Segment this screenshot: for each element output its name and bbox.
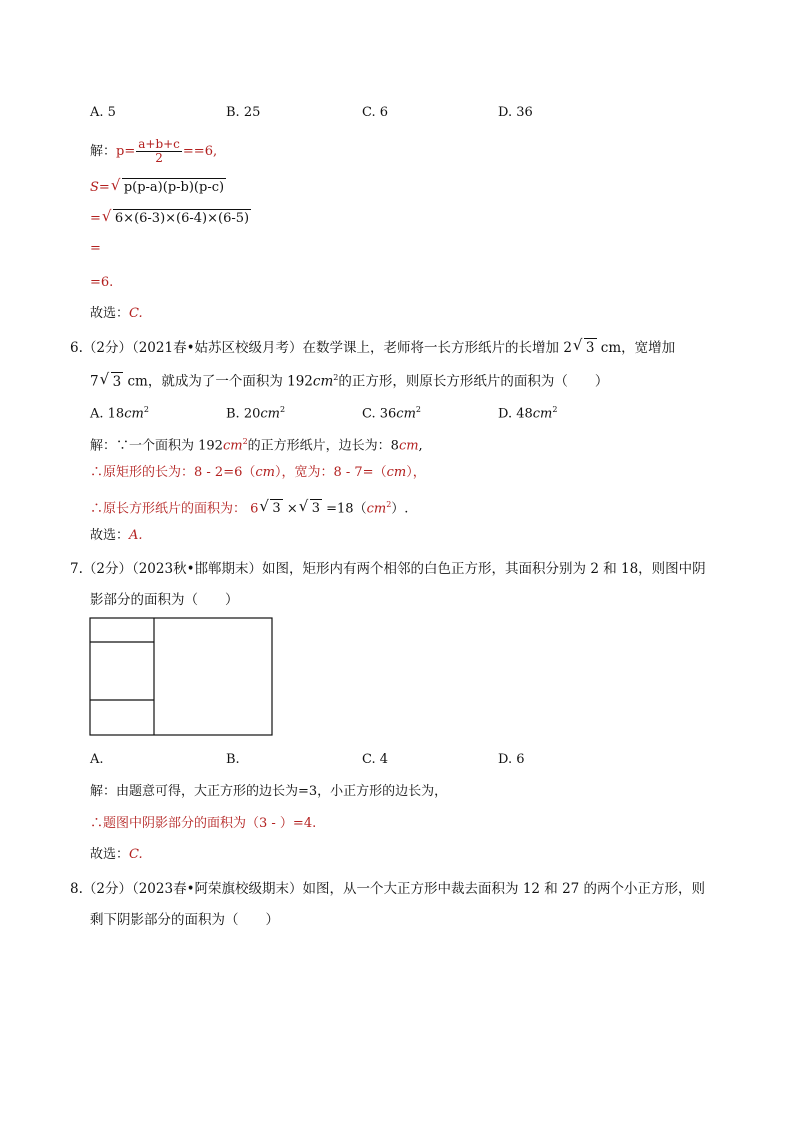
- s-lhs: S=: [90, 180, 110, 195]
- solution-text: ）.: [391, 501, 409, 517]
- stem-text: 6.（2分）（2021春•姑苏区校级月考）在数学课上，老师将一长方形纸片的长增加 2: [70, 340, 572, 356]
- option-label: B. 20: [226, 406, 261, 422]
- q5-option-a: A. 5: [90, 105, 116, 120]
- q6-option-a: A. $18cm^2$: [90, 405, 149, 422]
- solution-text: ,: [418, 438, 423, 454]
- unit: cm: [366, 501, 387, 517]
- answer-prefix: 故选：: [90, 528, 130, 543]
- q7-option-d: D. 6: [498, 752, 525, 767]
- solution-text: 的正方形纸片，边长为：8: [247, 438, 399, 454]
- q6-answer: [90, 527, 143, 545]
- fraction-denominator: 2: [155, 151, 163, 165]
- q5-solution-line-3: [90, 209, 251, 228]
- unit: cm: [532, 406, 553, 422]
- solution-text: ），: [406, 465, 426, 480]
- solution-text: ×: [282, 501, 298, 517]
- radicand: 3: [585, 340, 595, 356]
- answer-value: A.: [129, 528, 143, 543]
- unit: cm: [260, 406, 280, 422]
- answer-value: C.: [129, 306, 143, 321]
- q6-solution-line-2: [90, 464, 426, 482]
- outer-rectangle: [90, 618, 272, 735]
- stem-text: cm，宽增加: [596, 340, 676, 356]
- radical: √ 3: [259, 497, 281, 517]
- q7-figure: [89, 617, 275, 739]
- q7-option-b: B.: [226, 752, 240, 767]
- radicand: 3: [112, 373, 122, 390]
- answer-prefix: 故选：: [90, 847, 130, 862]
- solution-text: ∴原长方形纸片的面积为： 6: [90, 501, 259, 517]
- stem-text: cm，就成为了一个面积为 192: [123, 373, 313, 390]
- q6-option-d: D. $48cm^2$: [498, 405, 558, 422]
- q6-solution-line-1: 解：∵一个面积为 $192cm^2$的正方形纸片，边长为：8cm,: [90, 437, 423, 454]
- q5-option-c: C. 6: [362, 105, 389, 120]
- equals-sign: =: [90, 211, 101, 226]
- radical: √ 3: [99, 369, 122, 390]
- fraction-numerator: a+b+c: [138, 137, 180, 151]
- radicand: 3: [272, 501, 281, 517]
- stem-text: 7: [90, 373, 99, 390]
- radical: √ 6×(6-3)×(6-4)×(6-5): [101, 207, 250, 226]
- q7-answer: [90, 846, 143, 864]
- unit: cm: [222, 438, 243, 454]
- q5-answer: [90, 305, 143, 323]
- p-lhs: p=: [116, 144, 136, 159]
- option-label: D. 48: [498, 406, 533, 422]
- q5-option-b: B. 25: [226, 105, 261, 120]
- option-label: A. 18: [90, 406, 125, 422]
- radical: √ 3: [298, 497, 320, 517]
- p-result: ==6,: [182, 144, 218, 159]
- solution-text: 解：∵一个面积为 192: [90, 438, 223, 454]
- q6-solution-line-3: ∴原长方形纸片的面积为： 6 √ 3 × √ $3 =18(cm^2)$.: [90, 497, 409, 517]
- q6-stem-line-2: 7 √ 3 cm，就成为了一个面积为 $192cm^2$的正方形，则原长方形纸片的面积为（ ）: [90, 369, 609, 390]
- q7-stem-line-2: 影部分的面积为（ ）: [90, 592, 239, 608]
- radicand: p(p-a)(p-b)(p-c): [123, 180, 225, 195]
- solution-prefix: 解：: [90, 144, 117, 159]
- unit: cm: [124, 406, 144, 422]
- q5-solution-line-1: [90, 138, 217, 165]
- answer-value: C.: [129, 847, 143, 862]
- option-label: C. 36: [362, 406, 397, 422]
- q7-solution-line-2: ∴题图中阴影部分的面积为（3 - ）=4.: [90, 816, 317, 831]
- solution-text: =18（: [322, 501, 367, 517]
- q6-stem-line-1: [70, 338, 675, 357]
- radicand: 3: [311, 501, 320, 517]
- q5-solution-line-4: =: [90, 241, 101, 256]
- q5-option-d: D. 36: [498, 105, 533, 120]
- q6-option-b: B. $20cm^2$: [226, 405, 286, 422]
- solution-text: ∴原矩形的长为：8 - 2=6（: [90, 465, 256, 480]
- unit: cm: [398, 438, 419, 454]
- radical: √ p(p-a)(p-b)(p-c): [110, 176, 225, 195]
- q5-solution-line-2: [90, 178, 226, 197]
- unit: cm: [386, 465, 407, 480]
- q7-stem-line-1: 7.（2分）（2023秋•邯郸期末）如图，矩形内有两个相邻的白色正方形，其面积分别为 2 和 18，则图中阴: [70, 561, 706, 577]
- solution-text: ），宽为：8 - 7=（: [274, 465, 387, 480]
- fraction: [136, 138, 182, 165]
- radicand: 6×(6-3)×(6-4)×(6-5): [114, 211, 250, 226]
- q7-option-c: C. 4: [362, 752, 389, 767]
- q6-option-c: C. $36cm^2$: [362, 405, 421, 422]
- radical: √ 3: [572, 336, 595, 356]
- q7-solution-line-1: 解：由题意可得，大正方形的边长为=3，小正方形的边长为，: [90, 784, 448, 799]
- q8-stem-line-2: 剩下阴影部分的面积为（ ）: [90, 912, 279, 928]
- unit: cm: [312, 373, 334, 390]
- q7-option-a: A.: [90, 752, 104, 767]
- stem-text: 的正方形，则原长方形纸片的面积为（ ）: [338, 373, 609, 390]
- q5-solution-line-5: =6.: [90, 275, 114, 290]
- unit: cm: [396, 406, 416, 422]
- q8-stem-line-1: 8.（2分）（2023春•阿荣旗校级期末）如图，从一个大正方形中裁去面积为 12 和 27 的两个小正方形，则: [70, 881, 706, 897]
- unit: cm: [255, 465, 275, 480]
- answer-prefix: 故选：: [90, 306, 130, 321]
